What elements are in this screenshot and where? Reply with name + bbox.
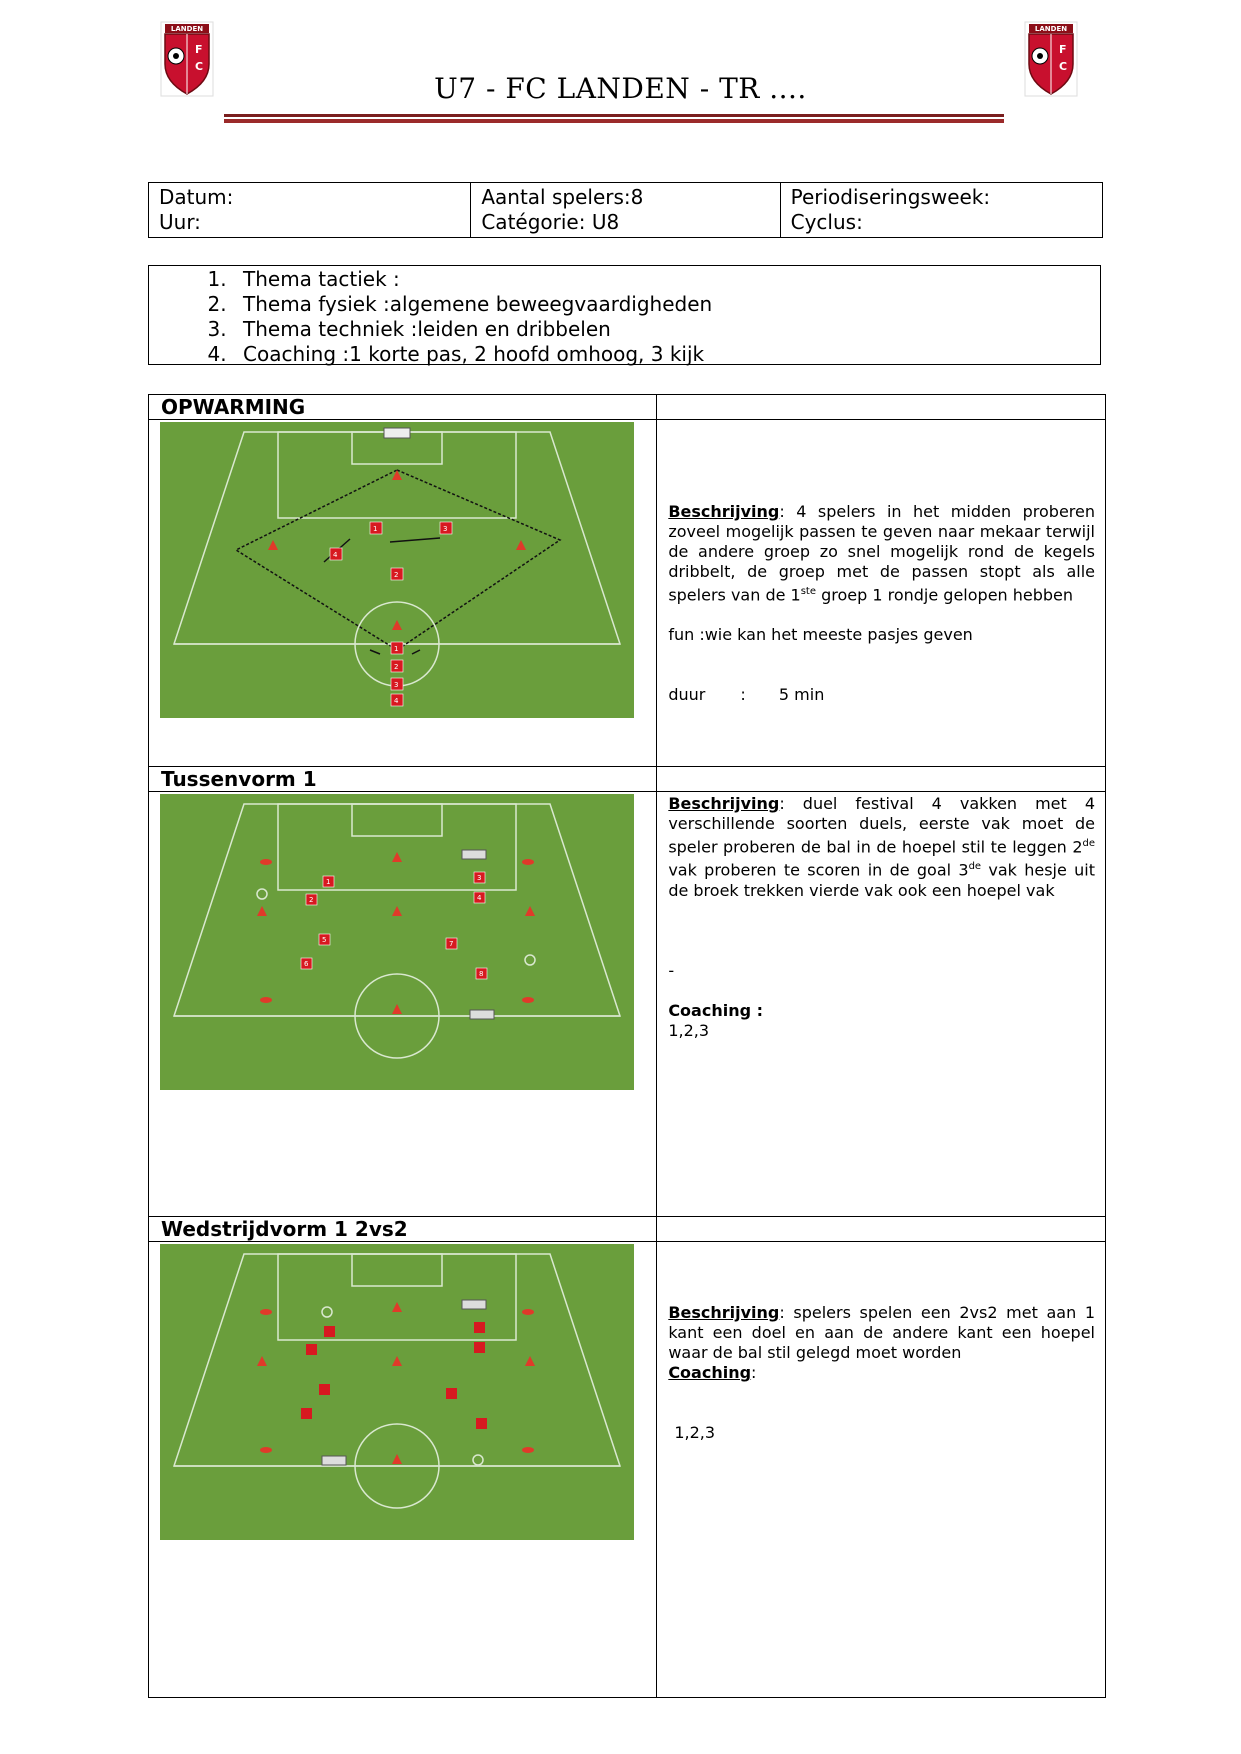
- player-marker: [306, 1344, 317, 1355]
- section-title-wedstrijdvorm: Wedstrijdvorm 1 2vs2: [149, 1217, 657, 1242]
- cyclus-label: Cyclus:: [790, 210, 863, 234]
- theme-item-tactiek: 1. Thema tactiek :: [233, 267, 1100, 292]
- svg-text:4: 4: [333, 551, 338, 559]
- svg-text:C: C: [1059, 60, 1068, 73]
- player-marker: [446, 938, 457, 949]
- player-marker: [476, 968, 487, 979]
- warmup-description-label: Beschrijving: [668, 502, 780, 521]
- theme-item-fysiek: 2. Thema fysiek :algemene beweegvaardigheden: [233, 292, 1100, 317]
- svg-text:2: 2: [394, 663, 399, 671]
- tussenvorm-dash: -: [668, 960, 675, 980]
- wedstrijd-coaching-label: Coaching: [668, 1363, 752, 1382]
- player-marker: [301, 1408, 312, 1419]
- svg-text:7: 7: [449, 940, 454, 948]
- warmup-description-text: : 4 spelers in het midden proberen zoveel mogelijk passen te geven naar mekaar terwijl de andere groep zo snel mogelijk rond de kegels dribbelt, de groep met de passen stopt als alle spelers van de 1: [668, 502, 1095, 605]
- svg-text:5: 5: [322, 936, 327, 944]
- tussenvorm-description-text: : duel festival 4 vakken met 4 verschillende soorten duels, eerste vak moet de speler proberen de bal in de hoepel stil te leggen 2: [668, 794, 1095, 857]
- section-title-tussenvorm: Tussenvorm 1: [149, 767, 657, 792]
- svg-text:1: 1: [394, 645, 399, 653]
- warmup-fun: fun :wie kan het meeste pasjes geven: [668, 625, 973, 645]
- player-marker: [474, 1342, 485, 1353]
- tussenvorm-coaching-label: Coaching :: [668, 1000, 764, 1020]
- svg-text:4: 4: [477, 894, 482, 902]
- svg-text:1: 1: [373, 525, 378, 533]
- themes-box: [148, 265, 1101, 365]
- player-marker: [476, 1418, 487, 1429]
- svg-text:LANDEN: LANDEN: [1034, 25, 1068, 33]
- section-title-warmup: OPWARMING: [149, 395, 657, 420]
- title-rule: [224, 114, 1004, 117]
- player-marker: [324, 1326, 335, 1337]
- player-marker: [330, 548, 342, 560]
- player-marker: [391, 642, 403, 654]
- svg-text:2: 2: [394, 571, 399, 579]
- tussenvorm-coaching-value: 1,2,3: [668, 1020, 710, 1040]
- sessions-table: OPWARMING 1 3 4 2 1 2 3 4 Beschrijving: 4 spelers in het midden proberen zoveel mogelijk passen te geven naar mekaar terwijl de andere groep zo snel mogelijk rond de kegels dribbelt, de groep met de passen stopt als alle spelers van de 1ste groep 1 rondje gelopen hebben fun :wie kan het meeste pasjes geven duur : 5 min Tussenvorm 1 1 2 3 4 5 6 7 8 Beschrijving: duel festival 4 vakken met 4 verschillende soorten duels, eerste vak moet de speler proberen de bal in de hoepel stil te leggen 2de vak proberen te scoren in de goal 3de vak hesje uit de broek trekken vierde vak ook een hoepel vak - Coaching : 1,2,3 Wedstrijdvorm 1 2vs2 Beschrijving: spelers spelen een 2vs2 met aan 1 kant een doel en aan de andere kant een hoepel waar de bal stil gelegd moet worden Coaching: 1,2,3: [148, 394, 1106, 1698]
- wedstrijdvorm-pitch-diagram: [160, 1244, 634, 1540]
- wedstrijd-coaching-value: 1,2,3: [674, 1423, 716, 1442]
- svg-text:6: 6: [304, 960, 309, 968]
- theme-item-coaching: 4. Coaching :1 korte pas, 2 hoofd omhoog, 3 kijk: [233, 342, 1100, 367]
- svg-text:F: F: [195, 43, 203, 56]
- player-marker: [301, 958, 312, 969]
- warmup-pitch-diagram: [160, 422, 634, 718]
- player-marker: [391, 678, 403, 690]
- svg-text:3: 3: [394, 681, 399, 689]
- player-marker: [391, 660, 403, 672]
- svg-text:1: 1: [326, 878, 331, 886]
- page-title: U7 - FC LANDEN - TR ....: [434, 72, 807, 105]
- title-rule-thick: [224, 119, 1004, 123]
- info-table: [148, 182, 1103, 238]
- svg-text:4: 4: [394, 697, 399, 705]
- svg-text:3: 3: [477, 874, 482, 882]
- wedstrijd-description-label: Beschrijving: [668, 1303, 780, 1322]
- periodiseringsweek-label: Periodiseringsweek:: [790, 185, 991, 209]
- player-marker: [306, 894, 317, 905]
- player-marker: [319, 1384, 330, 1395]
- player-marker: [474, 1322, 485, 1333]
- svg-text:2: 2: [309, 896, 314, 904]
- uur-label: Uur:: [159, 210, 201, 234]
- player-marker: [391, 568, 403, 580]
- logo-text: LANDEN: [170, 25, 204, 33]
- categorie: Catégorie: U8: [481, 210, 620, 234]
- player-marker: [440, 522, 452, 534]
- tussenvorm-description-label: Beschrijving: [668, 794, 780, 813]
- wedstrijd-description-text: : spelers spelen een 2vs2 met aan 1 kant een doel en aan de andere kant een hoepel waar de bal stil gelegd moet worden: [668, 1303, 1095, 1362]
- aantal-spelers: Aantal spelers:8: [481, 185, 644, 209]
- player-marker: [474, 892, 485, 903]
- player-marker: [319, 934, 330, 945]
- datum-label: Datum:: [159, 185, 234, 209]
- player-marker: [323, 876, 334, 887]
- player-marker: [474, 872, 485, 883]
- tussenvorm-pitch-diagram: [160, 794, 634, 1090]
- svg-text:C: C: [195, 60, 204, 73]
- theme-item-techniek: 3. Thema techniek :leiden en dribbelen: [233, 317, 1100, 342]
- svg-text:8: 8: [479, 970, 484, 978]
- svg-text:3: 3: [443, 525, 448, 533]
- warmup-duration: duur : 5 min: [668, 685, 825, 705]
- player-marker: [370, 522, 382, 534]
- player-marker: [391, 694, 403, 706]
- svg-text:F: F: [1059, 43, 1067, 56]
- player-marker: [446, 1388, 457, 1399]
